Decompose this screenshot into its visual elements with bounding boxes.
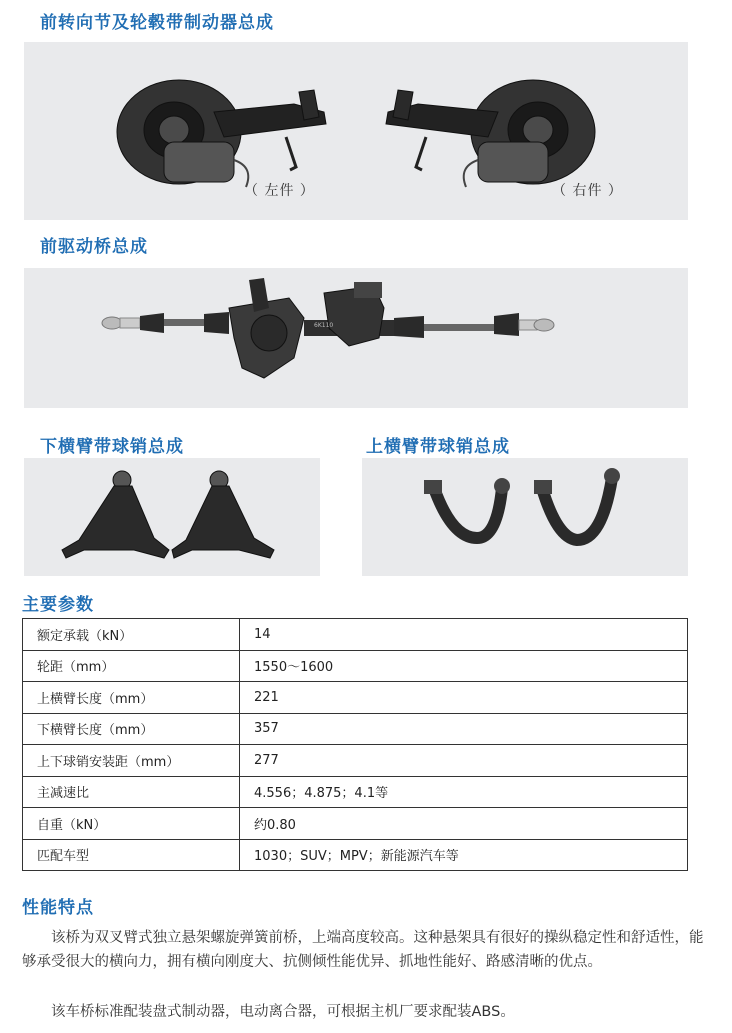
table-row [23,682,688,714]
param-value: 14 [240,619,688,651]
param-label: 上下球销安装距（mm） [23,745,240,777]
left-knuckle-image [117,80,326,187]
lower-arm-image-panel [24,458,320,576]
table-row [23,745,688,777]
table-row [23,713,688,745]
knuckle-image-panel [24,42,688,220]
param-value: 1550～1600 [240,650,688,682]
table-row [23,776,688,808]
right-part-caption: （ 右件 ） [552,183,623,199]
right-knuckle-image [386,80,595,187]
table-row [23,619,688,651]
table-row [23,650,688,682]
param-value: 4.556；4.875；4.1等 [240,776,688,808]
left-part-caption: （ 左件 ） [244,183,315,199]
params-table [22,618,688,871]
axle-model-label: 6K110 [314,322,334,329]
features-section-title: 性能特点 [22,898,94,918]
axle-image-panel [24,268,688,408]
param-value: 1030；SUV；MPV；新能源汽车等 [240,839,688,871]
param-label: 上横臂长度（mm） [23,682,240,714]
table-row [23,808,688,840]
param-label: 额定承载（kN） [23,619,240,651]
param-value: 221 [240,682,688,714]
features-paragraph-1: 该桥为双叉臂式独立悬架螺旋弹簧前桥，上端高度较高。这种悬架具有很好的操纵稳定性和舒适性，能够承受很大的横向力，拥有横向刚度大、抗侧倾性能优异、抓地性能好、路感清晰的优点。 [22,930,704,970]
lower-arm-section-title: 下横臂带球销总成 [40,437,184,457]
axle-section-title: 前驱动桥总成 [40,237,148,257]
axle-illustration [24,268,688,408]
upper-arm-image-panel [362,458,688,576]
param-label: 轮距（mm） [23,650,240,682]
params-section-title: 主要参数 [22,595,94,615]
features-paragraph-2: 该车桥标准配装盘式制动器，电动离合器，可根据主机厂要求配装ABS。 [51,1004,515,1020]
param-value: 约0.80 [240,808,688,840]
lower-arm-illustration [24,458,320,576]
knuckle-section-title: 前转向节及轮毂带制动器总成 [40,13,274,33]
param-label: 自重（kN） [23,808,240,840]
param-label: 匹配车型 [23,839,240,871]
param-label: 主减速比 [23,776,240,808]
param-label: 下横臂长度（mm） [23,713,240,745]
param-value: 357 [240,713,688,745]
table-row [23,839,688,871]
upper-arm-illustration [362,458,688,576]
param-value: 277 [240,745,688,777]
upper-arm-section-title: 上横臂带球销总成 [366,437,510,457]
